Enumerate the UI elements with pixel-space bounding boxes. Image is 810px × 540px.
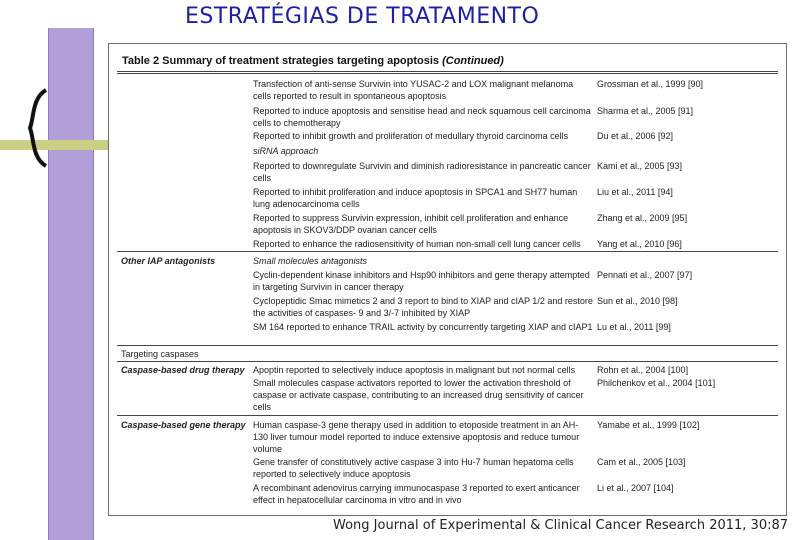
- reference-cell: Li et al., 2007 [104]: [597, 483, 674, 493]
- caption-suffix: (Continued): [442, 55, 504, 67]
- reference-cell: Cam et al., 2005 [103]: [597, 457, 686, 467]
- strategy-cell: A recombinant adenovirus carrying immunocaspase 3 reported to exert anticancer effect in hepatocellular carcinoma in vitro and in vivo: [253, 483, 580, 505]
- reference-cell: Pennati et al., 2007 [97]: [597, 270, 693, 280]
- strategy-cell: Human caspase-3 gene therapy used in addition to etoposide treatment in an AH-130 liver tumour model reported to induce extensive apoptosis and reduce tumour volume: [253, 420, 580, 454]
- category-cell: Other IAP antagonists: [121, 256, 216, 266]
- section-rule: [117, 361, 778, 362]
- strategy-cell: Cyclopeptidic Smac mimetics 2 and 3 report to bind to XIAP and cIAP 1/2 and restore the activities of caspases- 9 and 3/-7 inhibited by XIAP: [253, 296, 593, 318]
- reference-cell: Liu et al., 2011 [94]: [597, 187, 673, 197]
- strategy-cell: Reported to induce apoptosis and sensitise head and neck squamous cell carcinoma cells to chemotherapy: [253, 106, 591, 128]
- reference-cell: Sun et al., 2010 [98]: [597, 296, 678, 306]
- slide-title: ESTRATÉGIAS DE TRATAMENTO: [185, 4, 540, 29]
- strategy-cell: Reported to inhibit growth and proliferation of medullary thyroid carcinoma cells: [253, 131, 569, 141]
- header-rule-double: [117, 73, 778, 74]
- reference-cell: Kami et al., 2005 [93]: [597, 161, 683, 171]
- category-cell: Targeting caspases: [121, 349, 199, 359]
- strategy-cell: Reported to downregulate Survivin and diminish radioresistance in pancreatic cancer cells: [253, 161, 591, 183]
- source-citation: Wong Journal of Experimental & Clinical Cancer Research 2011, 30:87: [333, 518, 789, 533]
- decorative-stripe: [0, 140, 108, 150]
- category-cell: Caspase-based gene therapy: [121, 420, 246, 430]
- strategy-cell: Gene transfer of constitutively active caspase 3 into Hu-7 human hepatoma cells reported to selectively induce apoptosis: [253, 457, 574, 479]
- strategy-cell: siRNA approach: [253, 146, 319, 156]
- section-rule: [117, 415, 778, 416]
- category-cell: Caspase-based drug therapy: [121, 365, 245, 375]
- reference-cell: Zhang et al., 2009 [95]: [597, 213, 688, 223]
- reference-cell: Grossman et al., 1999 [90]: [597, 79, 704, 89]
- strategy-cell: Reported to enhance the radiosensitivity of human non-small cell lung cancer cells: [253, 239, 581, 249]
- table-caption: [122, 55, 504, 67]
- header-rule: [117, 71, 778, 72]
- strategy-cell: Reported to inhibit proliferation and induce apoptosis in SPCA1 and SH77 human lung adenocarcinoma cells: [253, 187, 578, 209]
- decorative-bar: [48, 28, 94, 540]
- section-rule: [117, 345, 778, 346]
- strategy-cell: Small molecules antagonists: [253, 256, 368, 266]
- strategy-cell: Transfection of anti-sense Survivin into YUSAC-2 and LOX malignant melanoma cells reported to result in spontaneous apoptosis: [253, 79, 574, 101]
- caption-text: Table 2 Summary of treatment strategies targeting apoptosis: [122, 55, 440, 67]
- reference-cell: Philchenkov et al., 2004 [101]: [597, 378, 716, 388]
- strategy-cell: Reported to suppress Survivin expression, inhibit cell proliferation and enhance apoptosis in SKOV3/DDP ovarian cancer cells: [253, 213, 569, 235]
- strategy-cell: SM 164 reported to enhance TRAIL activity by concurrently targeting XIAP and cIAP1: [253, 322, 593, 332]
- strategy-cell: Cyclin-dependent kinase inhibitors and Hsp90 inhibitors and gene therapy attempted in targeting Survivin in cancer therapy: [253, 270, 590, 292]
- strategy-cell: Apoptin reported to selectively induce apoptosis in malignant but not normal cells: [253, 365, 576, 375]
- bracket-icon: [26, 88, 50, 168]
- reference-cell: Du et al., 2006 [92]: [597, 131, 674, 141]
- summary-table: [108, 43, 787, 516]
- strategy-cell: Small molecules caspase activators reported to lower the activation threshold of caspase or activate caspase, contributing to an increased drug sensitivity of cancer cells: [253, 378, 584, 412]
- reference-cell: Sharma et al., 2005 [91]: [597, 106, 694, 116]
- reference-cell: Lu et al., 2011 [99]: [597, 322, 671, 332]
- reference-cell: Rohn et al., 2004 [100]: [597, 365, 689, 375]
- section-rule: [117, 251, 778, 252]
- reference-cell: Yamabe et al., 1999 [102]: [597, 420, 700, 430]
- reference-cell: Yang et al., 2010 [96]: [597, 239, 682, 249]
